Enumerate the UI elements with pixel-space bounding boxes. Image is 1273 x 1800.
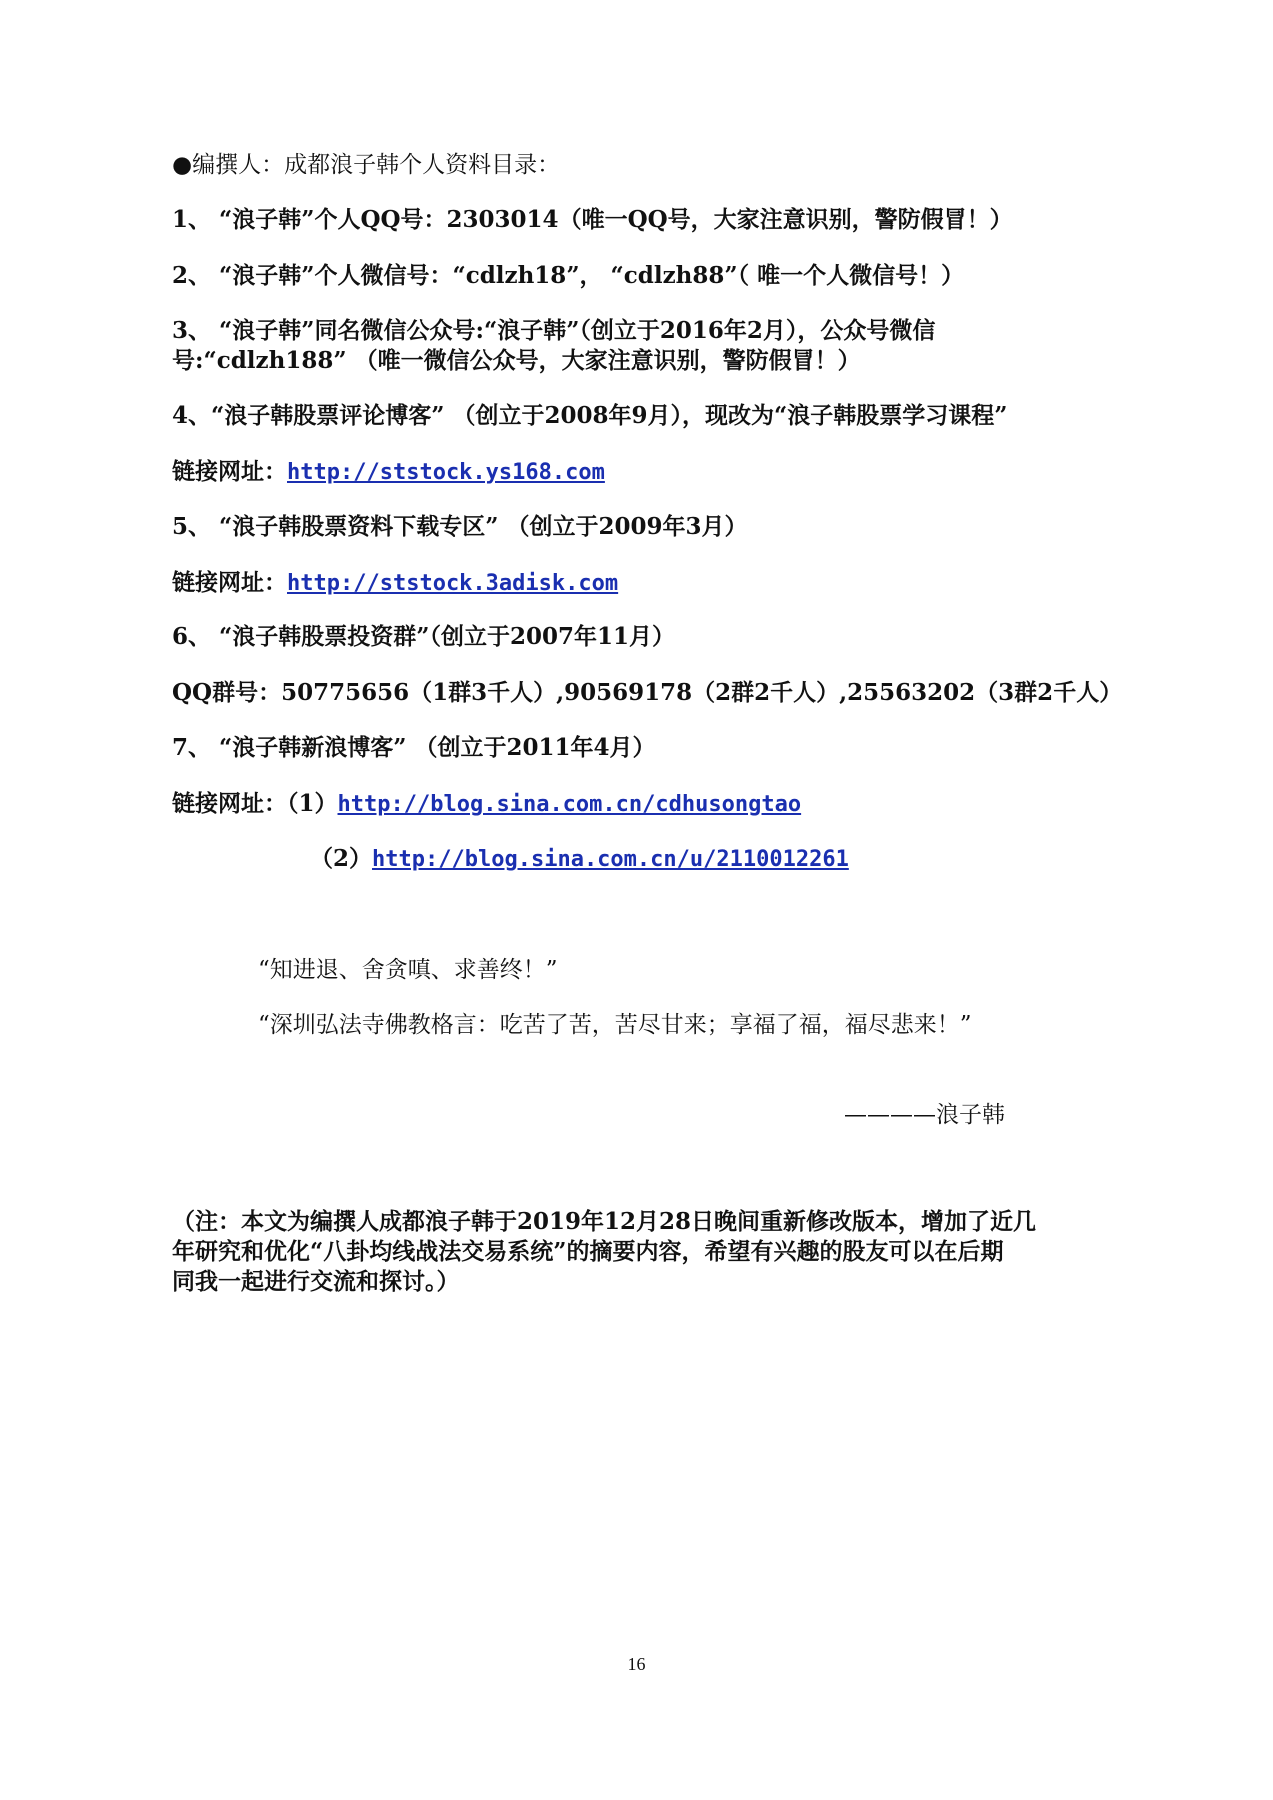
link-row-7a	[172, 789, 801, 820]
link-sina-cdhusongtao[interactable]: http://blog.sina.com.cn/cdhusongtao	[337, 792, 802, 817]
link-sina-u[interactable]: http://blog.sina.com.cn/u/2110012261	[372, 847, 849, 872]
item-investment-group: 6、 “浪子韩股票投资群”（创立于2007年11月）	[172, 623, 675, 650]
author-heading: ●编撰人：成都浪子韩个人资料目录：	[172, 152, 561, 178]
link-index: （2）	[310, 845, 373, 872]
link-row-7b	[310, 844, 849, 875]
link-ststock-3adisk[interactable]: http://ststock.3adisk.com	[287, 571, 619, 596]
link-label: 链接网址：	[172, 458, 287, 485]
quote-two: “深圳弘法寺佛教格言：吃苦了苦，苦尽甘来；享福了福，福尽悲来！”	[258, 1012, 972, 1038]
item-official-account-line2: 号:“cdlzh188” （唯一微信公众号，大家注意识别，警防假冒！）	[172, 347, 861, 374]
item-official-account-line1: 3、 “浪子韩”同名微信公众号:“浪子韩”（创立于2016年2月），公众号微信	[172, 317, 936, 344]
page-number: 16	[627, 1654, 646, 1674]
qq-group-numbers: QQ群号：50775656（1群3千人）,90569178（2群2千人）,25563202（3群2千人）	[172, 679, 1123, 706]
link-index: （1）	[287, 790, 338, 817]
note-line-2: 年研究和优化“八卦均线战法交易系统”的摘要内容，希望有兴趣的股友可以在后期	[172, 1238, 1004, 1265]
item-sina-blog: 7、 “浪子韩新浪博客” （创立于2011年4月）	[172, 734, 656, 761]
item-qq: 1、 “浪子韩”个人QQ号：2303014（唯一QQ号，大家注意识别，警防假冒！）	[172, 206, 1013, 233]
item-blog: 4、“浪子韩股票评论博客” （创立于2008年9月），现改为“浪子韩股票学习课程”	[172, 402, 1008, 429]
signature: ————浪子韩	[844, 1102, 1005, 1128]
note-line-1: （注：本文为编撰人成都浪子韩于2019年12月28日晚间重新修改版本，增加了近几	[172, 1208, 1037, 1235]
link-row-5	[172, 568, 618, 599]
note-line-3: 同我一起进行交流和探讨。）	[172, 1268, 460, 1295]
link-row-4	[172, 457, 605, 488]
link-ststock-ys168[interactable]: http://ststock.ys168.com	[287, 460, 605, 485]
link-label: 链接网址：	[172, 790, 287, 817]
link-label: 链接网址：	[172, 569, 287, 596]
item-wechat: 2、 “浪子韩”个人微信号：“cdlzh18”， “cdlzh88”（ 唯一个人微信号！）	[172, 262, 965, 289]
quote-one: “知进退、舍贪嗔、求善终！”	[258, 957, 558, 983]
item-download-zone: 5、 “浪子韩股票资料下载专区” （创立于2009年3月）	[172, 513, 748, 540]
